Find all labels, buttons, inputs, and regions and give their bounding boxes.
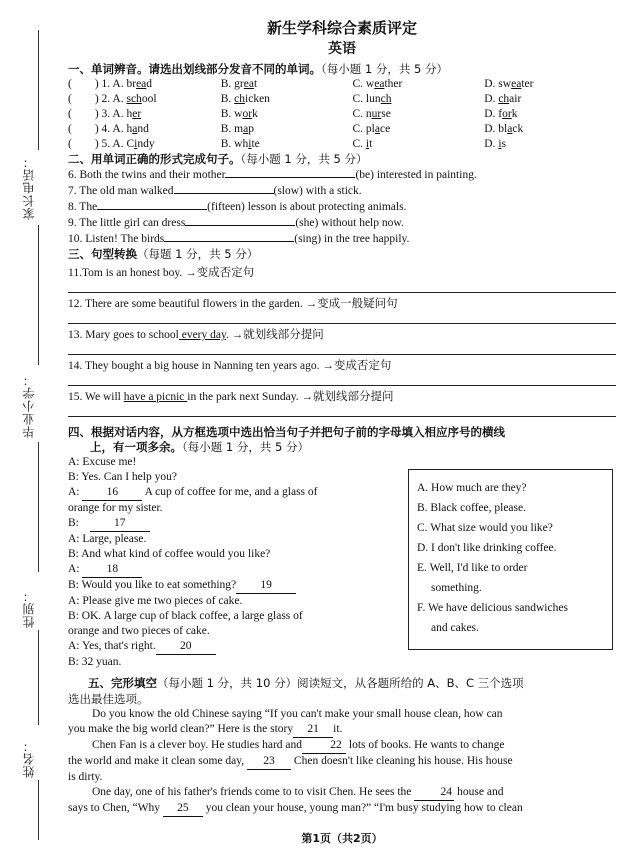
choice-text: nd bbox=[137, 123, 149, 135]
answer-line[interactable] bbox=[68, 343, 616, 355]
option-e-cont: something. bbox=[431, 582, 482, 594]
option-f: F. We have delicious sandwiches bbox=[417, 602, 568, 614]
option-d: D. I don't like drinking coffee. bbox=[417, 542, 557, 554]
choice-text: h bbox=[126, 123, 133, 135]
choice-text: D. bl bbox=[484, 123, 508, 135]
section-2-heading: 二、用单词正确的形式完成句子。（每小题 1 分，共 5 分） bbox=[68, 152, 368, 166]
choice-c bbox=[353, 122, 485, 137]
answer-blank[interactable] bbox=[164, 231, 294, 242]
question-text: 14. They bought a big house in Nanning ten years ago. →变成否定句 bbox=[68, 360, 392, 372]
question-line bbox=[68, 183, 616, 199]
choice-text: D. bbox=[484, 138, 499, 150]
answer-blank[interactable] bbox=[185, 215, 295, 226]
choice-d bbox=[484, 107, 616, 122]
choice-text: ck bbox=[512, 123, 524, 135]
section-1-questions bbox=[68, 77, 616, 152]
choice-d bbox=[484, 122, 616, 137]
question-row bbox=[68, 137, 616, 152]
underlined-part: i bbox=[498, 138, 502, 150]
choice-text: C. bbox=[352, 138, 366, 150]
choice-text: C. pl bbox=[352, 123, 375, 135]
exam-title: 新生学科综合素质评定 bbox=[266, 19, 417, 37]
question-text: (she) without help now. bbox=[295, 217, 404, 229]
page-footer: 第1页（共2页） bbox=[301, 832, 383, 845]
choice-text: t bbox=[369, 138, 373, 150]
option-b: B. Black coffee, please. bbox=[417, 502, 526, 514]
question-line bbox=[68, 167, 616, 183]
question-text: 15. We will bbox=[68, 391, 124, 403]
passage-line: One day, one of his father's friends come to to visit Chen. He sees the 24 house and bbox=[68, 785, 616, 801]
choice-text: B. bbox=[220, 93, 235, 105]
underlined-part: a bbox=[374, 123, 380, 135]
blank-21[interactable]: 21 bbox=[293, 722, 333, 738]
section-3-questions bbox=[68, 266, 616, 417]
question-text: 10. Listen! The birds bbox=[68, 233, 165, 245]
dialog-line: A: 18 bbox=[68, 562, 616, 578]
section-2-questions bbox=[68, 167, 616, 247]
question-text: 6. Both the twins and their mother bbox=[68, 169, 226, 181]
name-label: 姓名： bbox=[22, 739, 36, 778]
choice-text: C. n bbox=[352, 108, 372, 120]
choice-text: se bbox=[381, 108, 391, 120]
choice-text: C. lun bbox=[352, 93, 381, 105]
choice-text: B. wh bbox=[220, 138, 249, 150]
underlined-part: sch bbox=[126, 93, 142, 105]
dialog-line: A: Excuse me! bbox=[68, 456, 137, 468]
choice-text: ce bbox=[379, 123, 391, 135]
passage-line: says to Chen, “Why 25 you clean your house, young man?” “I'm busy studying how to clean bbox=[68, 801, 616, 817]
underlined-part: a bbox=[243, 123, 249, 135]
choice-text: ndy bbox=[137, 138, 155, 150]
dialog-line: B: 17 bbox=[68, 516, 616, 532]
question-row bbox=[68, 122, 616, 137]
question-text: 12. There are some beautiful flowers in the garden. →变成一般疑问句 bbox=[68, 298, 398, 310]
question-text: 11.Tom is an honest boy. →变成否定句 bbox=[68, 267, 255, 279]
question-text: 8. The bbox=[68, 201, 98, 213]
passage-line: the world and make it clean some day, 23 Chen doesn't like cleaning his house. His house bbox=[68, 754, 616, 770]
blank-25[interactable]: 25 bbox=[163, 801, 203, 817]
choice-b bbox=[221, 122, 353, 137]
blank-20[interactable]: 20 bbox=[156, 639, 216, 655]
underlined-part: have a picnic bbox=[123, 391, 188, 403]
parent-phone-label: 家长电话： bbox=[22, 155, 36, 220]
choice-c bbox=[353, 107, 485, 122]
margin-line bbox=[38, 630, 39, 725]
dialog-line: B: 32 yuan. bbox=[68, 656, 122, 668]
question-text: 13. Mary goes to school bbox=[68, 329, 179, 341]
choice-text: B. gr bbox=[220, 78, 244, 90]
underlined-part: or bbox=[502, 108, 512, 120]
underlined-part: ea bbox=[243, 78, 254, 90]
underlined-part: a bbox=[132, 123, 138, 135]
underlined-part: ea bbox=[511, 78, 522, 90]
dialog-line: B: Yes. Can I help you? bbox=[68, 471, 177, 483]
choice-text: D. bbox=[484, 93, 499, 105]
dialog-line: A: 16 A cup of coffee for me, and a glass of bbox=[68, 485, 616, 501]
binding-margin bbox=[0, 0, 60, 854]
choice-b bbox=[221, 77, 353, 92]
choice-text: ool bbox=[141, 93, 157, 105]
dialog-line: A: Large, please. bbox=[68, 533, 147, 545]
choice-text: h bbox=[126, 108, 133, 120]
choice-text: B. m bbox=[220, 123, 244, 135]
choice-c bbox=[353, 77, 485, 92]
passage-line: is dirty. bbox=[68, 771, 103, 783]
dialog-line: orange for my sister. bbox=[68, 502, 163, 514]
question-line bbox=[68, 297, 616, 312]
underlined-part: er bbox=[132, 108, 142, 120]
dialog-line: B: OK. A large cup of black coffee, a large glass of bbox=[68, 610, 303, 622]
question-text: (slow) with a stick. bbox=[273, 185, 362, 197]
choice-a bbox=[68, 107, 221, 122]
option-f-cont: and cakes. bbox=[431, 622, 479, 634]
question-text: 7. The old man walked bbox=[68, 185, 174, 197]
dialog-line: A: Yes, that's right. 20 bbox=[68, 639, 616, 655]
cloze-passage bbox=[68, 707, 616, 817]
school-label: 毕业小学： bbox=[22, 373, 36, 438]
answer-blank[interactable] bbox=[174, 183, 274, 194]
underlined-part: a bbox=[507, 123, 513, 135]
margin-line bbox=[38, 30, 39, 150]
underlined-part: ur bbox=[371, 108, 382, 120]
choice-d bbox=[484, 92, 616, 107]
dialog-line: B: And what kind of coffee would you like? bbox=[68, 548, 271, 560]
choice-a bbox=[68, 122, 221, 137]
choice-c bbox=[353, 137, 485, 152]
gender-label: 性别： bbox=[22, 589, 36, 628]
question-line bbox=[68, 231, 616, 247]
question-number: ( ) 3. A. bbox=[68, 108, 124, 120]
answer-line[interactable] bbox=[68, 374, 616, 386]
underlined-part: or bbox=[242, 108, 253, 120]
choice-d bbox=[484, 77, 616, 92]
choice-text: s bbox=[501, 138, 506, 150]
choice-text: icken bbox=[245, 93, 270, 105]
choice-text: D. f bbox=[484, 108, 503, 120]
section-3-heading: 三、句型转换（每题 1 分，共 5 分） bbox=[68, 247, 259, 261]
choice-text: C. w bbox=[352, 78, 375, 90]
question-row bbox=[68, 92, 616, 107]
choice-text: ter bbox=[521, 78, 534, 90]
underlined-part: every day bbox=[178, 329, 226, 341]
choice-text: p bbox=[248, 123, 254, 135]
answer-line[interactable] bbox=[68, 312, 616, 324]
passage-line: Chen Fan is a clever boy. He studies hard and 22 lots of books. He wants to change bbox=[68, 738, 616, 754]
question-line bbox=[68, 359, 616, 374]
choice-b bbox=[221, 92, 353, 107]
choice-text: k bbox=[252, 108, 258, 120]
question-number: ( ) 1. A. bbox=[68, 78, 124, 90]
choice-text: k bbox=[511, 108, 518, 120]
option-e: E. Well, I'd like to order bbox=[417, 562, 528, 574]
choice-text: t bbox=[253, 78, 258, 90]
answer-line[interactable] bbox=[68, 405, 616, 417]
choice-b bbox=[221, 137, 353, 152]
blank-16[interactable]: 16 bbox=[82, 485, 142, 501]
choice-c bbox=[353, 92, 485, 107]
answer-blank[interactable] bbox=[225, 167, 355, 178]
exam-page bbox=[68, 18, 616, 848]
passage-line: Do you know the old Chinese saying “If you can't make your small house clean, how can bbox=[92, 708, 503, 720]
choice-text: air bbox=[509, 93, 522, 105]
dialog-line: B: Would you like to eat something? 19 bbox=[68, 578, 616, 594]
choice-text: ther bbox=[384, 78, 403, 90]
margin-line bbox=[38, 780, 39, 840]
passage-line: you make the big world clean?” Here is the story 21 it. bbox=[68, 722, 616, 738]
option-a: A. How much are they? bbox=[417, 482, 527, 494]
option-c: C. What size would you like? bbox=[417, 522, 553, 534]
underlined-part: ch bbox=[498, 93, 510, 105]
question-text: 9. The little girl can dress bbox=[68, 217, 186, 229]
choice-text: te bbox=[251, 138, 260, 150]
section-1-heading: 一、单词辨音。请选出划线部分发音不同的单词。（每小题 1 分，共 5 分） bbox=[68, 62, 449, 76]
blank-23[interactable]: 23 bbox=[247, 754, 291, 770]
underlined-part: ea bbox=[374, 78, 385, 90]
underlined-part: ea bbox=[136, 78, 147, 90]
section-5-heading: 五、完形填空（每小题 1 分，共 10 分）阅读短文，从各题所给的 A、B、C 三个选项 选出最佳选项。 bbox=[68, 676, 524, 706]
section-4-heading: 四、根据对话内容，从方框选项中选出恰当句子并把句子前的字母填入相应序号的横线 上，有一项多余。（每小题 1 分，共 5 分） bbox=[68, 425, 505, 454]
question-text: (fifteen) lesson is about protecting animals. bbox=[207, 201, 407, 213]
margin-line bbox=[38, 442, 39, 572]
question-row bbox=[68, 77, 616, 92]
blank-24[interactable]: 24 bbox=[414, 785, 454, 801]
question-line bbox=[68, 390, 616, 405]
question-line bbox=[68, 215, 616, 231]
underlined-part: ch bbox=[380, 93, 392, 105]
underlined-part: i bbox=[134, 138, 138, 150]
choice-a bbox=[68, 92, 221, 107]
question-line bbox=[68, 266, 616, 281]
question-text: (sing) in the tree happily. bbox=[294, 233, 410, 245]
question-number: ( ) 2. A. bbox=[68, 93, 124, 105]
choice-text: D. sw bbox=[484, 78, 512, 90]
choice-text: B. w bbox=[220, 108, 243, 120]
question-line bbox=[68, 199, 616, 215]
blank-17[interactable]: 17 bbox=[90, 516, 150, 532]
margin-line bbox=[38, 225, 39, 365]
underlined-part: i bbox=[365, 138, 370, 150]
answer-line[interactable] bbox=[68, 281, 616, 293]
choice-a bbox=[68, 77, 221, 92]
blank-19[interactable]: 19 bbox=[236, 578, 296, 594]
blank-22[interactable]: 22 bbox=[302, 738, 346, 754]
dialog-line: orange and two pieces of cake. bbox=[68, 625, 210, 637]
choice-text: d bbox=[146, 78, 153, 90]
choice-text: C bbox=[126, 138, 135, 150]
underlined-part: ch bbox=[234, 93, 246, 105]
choice-a bbox=[68, 137, 221, 152]
question-text: in the park next Sunday. →就划线部分提问 bbox=[187, 391, 394, 403]
choice-d bbox=[484, 137, 616, 152]
question-text: (be) interested in painting. bbox=[355, 169, 477, 181]
options-box bbox=[408, 469, 613, 650]
question-line bbox=[68, 328, 616, 343]
subject-title: 英语 bbox=[328, 41, 356, 57]
question-row bbox=[68, 107, 616, 122]
underlined-part: i bbox=[248, 138, 252, 150]
question-number: ( ) 5. A. bbox=[68, 138, 124, 150]
dialog-line: A: Please give me two pieces of cake. bbox=[68, 595, 243, 607]
choice-b bbox=[221, 107, 353, 122]
blank-18[interactable]: 18 bbox=[82, 562, 142, 578]
question-text: . →就划线部分提问 bbox=[226, 329, 324, 341]
choice-text: br bbox=[126, 78, 137, 90]
question-number: ( ) 4. A. bbox=[68, 123, 124, 135]
answer-blank[interactable] bbox=[97, 199, 207, 210]
